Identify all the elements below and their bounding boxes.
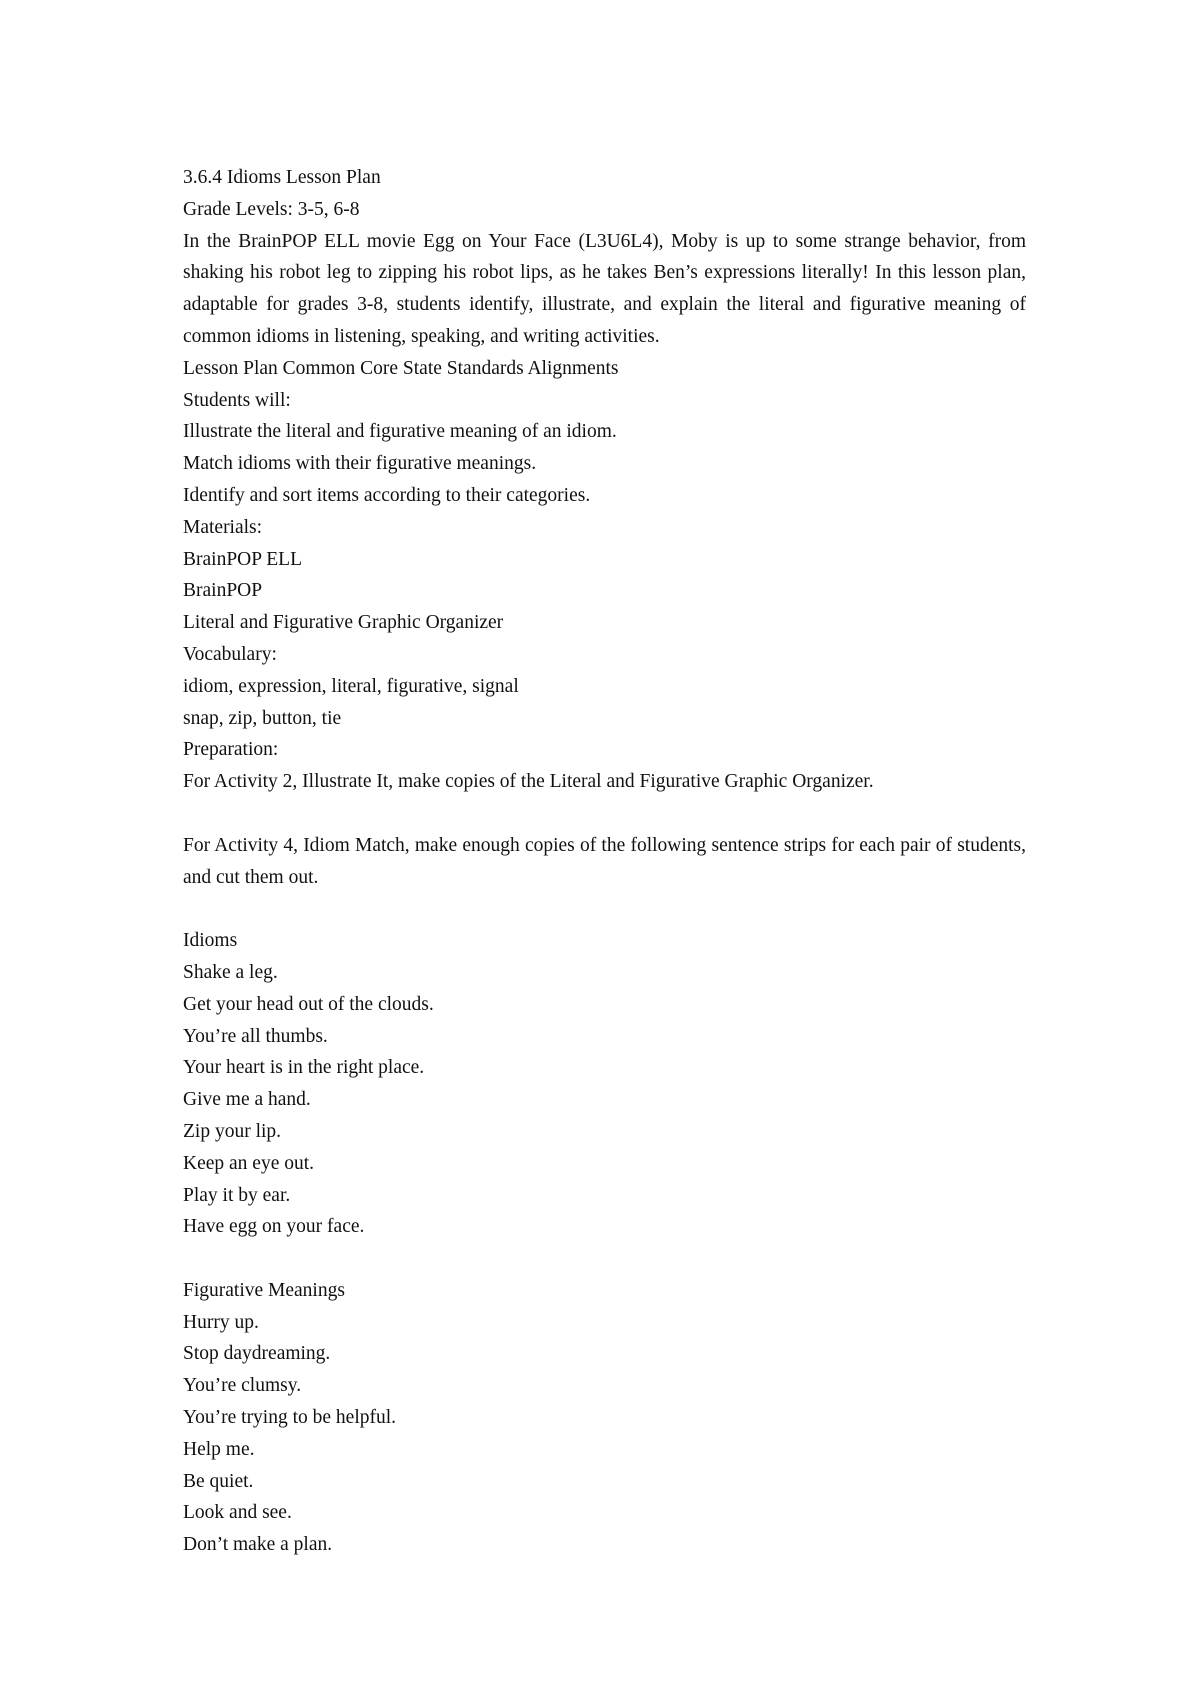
activity4-instruction: For Activity 4, Idiom Match, make enough copies of the following sentence strips for each pair of students, and cut them out.: [183, 834, 1026, 888]
idiom-item: Have egg on your face.: [183, 1216, 365, 1238]
idiom-item: You’re all thumbs.: [183, 1025, 328, 1047]
figurative-meanings-label: Figurative Meanings: [183, 1279, 345, 1301]
activity2-instruction: For Activity 2, Illustrate It, make copies of the Literal and Figurative Graphic Organizer.: [183, 771, 874, 793]
spacer: [183, 893, 1026, 925]
grade-levels: Grade Levels: 3-5, 6-8: [183, 198, 360, 220]
vocabulary-label: Vocabulary:: [183, 643, 277, 665]
standards-heading: Lesson Plan Common Core State Standards Alignments: [183, 357, 619, 379]
idiom-item: Your heart is in the right place.: [183, 1057, 425, 1079]
spacer: [183, 1243, 1026, 1275]
idiom-item: Keep an eye out.: [183, 1152, 315, 1174]
meaning-item: You’re clumsy.: [183, 1375, 302, 1397]
objective-item: Illustrate the literal and figurative meaning of an idiom.: [183, 421, 617, 443]
students-will-label: Students will:: [183, 389, 291, 411]
objective-item: Identify and sort items according to their categories.: [183, 484, 591, 506]
material-item: Literal and Figurative Graphic Organizer: [183, 612, 504, 634]
vocabulary-item: snap, zip, button, tie: [183, 707, 342, 729]
meaning-item: Hurry up.: [183, 1311, 259, 1333]
spacer: [183, 798, 1026, 830]
intro-paragraph: In the BrainPOP ELL movie Egg on Your Face (L3U6L4), Moby is up to some strange behavior, from shaking his robot leg to zipping his robot lips, as he takes Ben’s expressions literally! In this lesson plan, adaptable for grades 3-8, students identify, illustrate, and explain the literal and figurative meaning of common idioms in listening, speaking, and writing activities.: [183, 230, 1026, 347]
idiom-item: Get your head out of the clouds.: [183, 993, 434, 1015]
document-page: [183, 162, 1026, 1561]
idiom-item: Zip your lip.: [183, 1120, 282, 1142]
material-item: BrainPOP ELL: [183, 548, 302, 570]
meaning-item: Look and see.: [183, 1502, 292, 1524]
idioms-label: Idioms: [183, 930, 238, 952]
preparation-label: Preparation:: [183, 739, 279, 761]
meaning-item: Help me.: [183, 1438, 255, 1460]
idiom-item: Shake a leg.: [183, 961, 278, 983]
vocabulary-item: idiom, expression, literal, figurative, signal: [183, 675, 519, 697]
meaning-item: Be quiet.: [183, 1470, 254, 1492]
document-title: 3.6.4 Idioms Lesson Plan: [183, 167, 381, 188]
meaning-item: You’re trying to be helpful.: [183, 1407, 397, 1429]
material-item: BrainPOP: [183, 580, 263, 602]
idiom-item: Give me a hand.: [183, 1089, 311, 1111]
idiom-item: Play it by ear.: [183, 1184, 291, 1206]
materials-label: Materials:: [183, 516, 263, 538]
meaning-item: Don’t make a plan.: [183, 1534, 333, 1556]
meaning-item: Stop daydreaming.: [183, 1343, 331, 1365]
objective-item: Match idioms with their figurative meanings.: [183, 453, 537, 475]
